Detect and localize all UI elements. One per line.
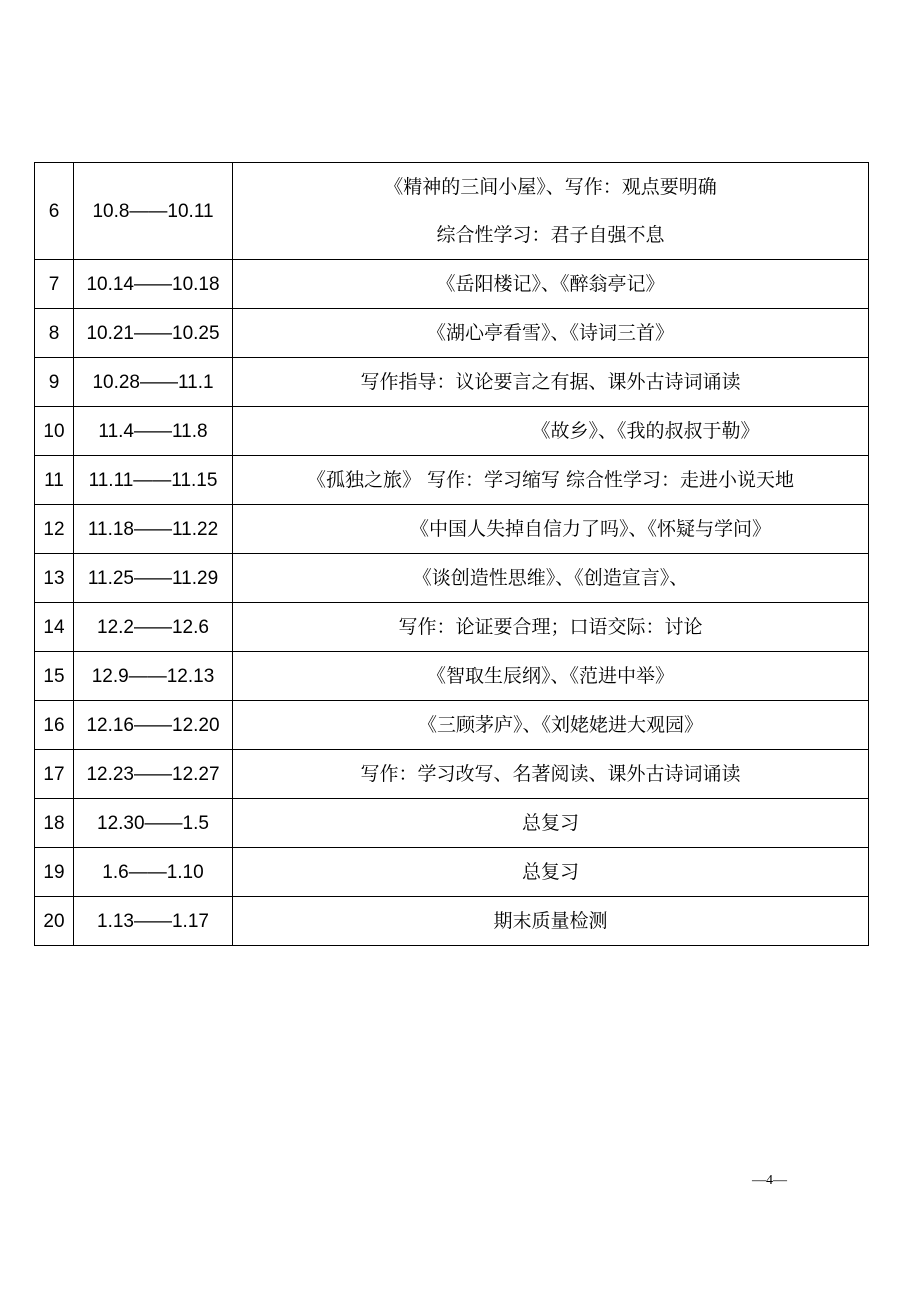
table-row: [35, 407, 869, 456]
teaching-schedule-table: [34, 162, 869, 946]
week-number-cell: 16: [35, 701, 74, 750]
content-line: [233, 897, 868, 945]
teaching-content-cell: [233, 750, 869, 799]
content-text: 总复习: [521, 812, 579, 834]
table-row: [35, 456, 869, 505]
date-range-cell: 10.14——10.18: [74, 260, 233, 309]
content-line: [233, 407, 868, 455]
content-text: 总复习: [521, 861, 579, 883]
content-text: 《精神的三间小屋》、写作：观点要明确: [384, 176, 717, 198]
week-number-cell: 10: [35, 407, 74, 456]
content-line: [233, 211, 868, 259]
content-text: 《岳阳楼记》、《醉翁亭记》: [436, 273, 665, 295]
teaching-content-cell: [233, 309, 869, 358]
date-range-cell: 11.4——11.8: [74, 407, 233, 456]
table-row: [35, 750, 869, 799]
week-number-cell: 11: [35, 456, 74, 505]
page-number: —4—: [752, 1173, 787, 1188]
date-range-cell: 11.25——11.29: [74, 554, 233, 603]
table-row: [35, 848, 869, 897]
teaching-content-cell: [233, 505, 869, 554]
content-line: [233, 260, 868, 308]
table-row: [35, 799, 869, 848]
teaching-content-cell: [233, 456, 869, 505]
table-row: [35, 260, 869, 309]
week-number-cell: 7: [35, 260, 74, 309]
content-text: 《故乡》、《我的叔叔于勒》: [531, 420, 760, 442]
week-number-cell: 20: [35, 897, 74, 946]
schedule-body: [35, 163, 869, 946]
content-line: [233, 750, 868, 798]
table-row: [35, 897, 869, 946]
date-range-cell: 10.8——10.11: [74, 163, 233, 260]
date-range-cell: 11.11——11.15: [74, 456, 233, 505]
content-text: 写作指导：议论要言之有据、课外古诗词诵读: [360, 371, 741, 393]
content-line: [233, 701, 868, 749]
teaching-content-cell: [233, 554, 869, 603]
table-row: [35, 554, 869, 603]
date-range-cell: 12.9——12.13: [74, 652, 233, 701]
week-number-cell: 8: [35, 309, 74, 358]
content-text: 综合性学习：君子自强不息: [436, 224, 665, 246]
table-row: [35, 652, 869, 701]
week-number-cell: 9: [35, 358, 74, 407]
content-text: 《孤独之旅》 写作：学习缩写 综合性学习：走进小说天地: [306, 469, 795, 491]
teaching-content-cell: [233, 407, 869, 456]
table-row: [35, 163, 869, 260]
date-range-cell: 12.16——12.20: [74, 701, 233, 750]
table-row: [35, 505, 869, 554]
teaching-content-cell: [233, 848, 869, 897]
content-line: [233, 358, 868, 406]
content-line: [233, 799, 868, 847]
date-range-cell: 12.30——1.5: [74, 799, 233, 848]
table-row: [35, 701, 869, 750]
teaching-content-cell: [233, 603, 869, 652]
content-line: [233, 554, 868, 602]
content-text: 《三顾茅庐》、《刘姥姥进大观园》: [417, 714, 703, 736]
date-range-cell: 1.6——1.10: [74, 848, 233, 897]
content-text: 《中国人失掉自信力了吗》、《怀疑与学问》: [409, 518, 771, 540]
teaching-content-cell: [233, 163, 869, 260]
content-text: 《智取生辰纲》、《范进中举》: [426, 665, 674, 687]
week-number-cell: 12: [35, 505, 74, 554]
content-line: [233, 309, 868, 357]
date-range-cell: 1.13——1.17: [74, 897, 233, 946]
content-line: [233, 848, 868, 896]
date-range-cell: 12.23——12.27: [74, 750, 233, 799]
week-number-cell: 17: [35, 750, 74, 799]
teaching-content-cell: [233, 652, 869, 701]
teaching-content-cell: [233, 799, 869, 848]
week-number-cell: 18: [35, 799, 74, 848]
table-row: [35, 603, 869, 652]
content-text: 《谈创造性思维》、《创造宣言》、: [412, 567, 689, 589]
content-line: [233, 652, 868, 700]
content-line: [233, 603, 868, 651]
content-line: [233, 456, 868, 504]
week-number-cell: 19: [35, 848, 74, 897]
content-line: [233, 505, 868, 553]
teaching-content-cell: [233, 897, 869, 946]
content-text: 写作：论证要合理；口语交际：讨论: [398, 616, 703, 638]
table-row: [35, 358, 869, 407]
table-row: [35, 309, 869, 358]
week-number-cell: 15: [35, 652, 74, 701]
date-range-cell: 10.21——10.25: [74, 309, 233, 358]
date-range-cell: 10.28——11.1: [74, 358, 233, 407]
date-range-cell: 11.18——11.22: [74, 505, 233, 554]
teaching-content-cell: [233, 701, 869, 750]
content-text: 写作：学习改写、名著阅读、课外古诗词诵读: [360, 763, 741, 785]
teaching-content-cell: [233, 260, 869, 309]
week-number-cell: 14: [35, 603, 74, 652]
week-number-cell: 13: [35, 554, 74, 603]
teaching-content-cell: [233, 358, 869, 407]
date-range-cell: 12.2——12.6: [74, 603, 233, 652]
content-text: 《湖心亭看雪》、《诗词三首》: [426, 322, 674, 344]
content-text: 期末质量检测: [493, 910, 608, 932]
content-line: [233, 163, 868, 211]
week-number-cell: 6: [35, 163, 74, 260]
